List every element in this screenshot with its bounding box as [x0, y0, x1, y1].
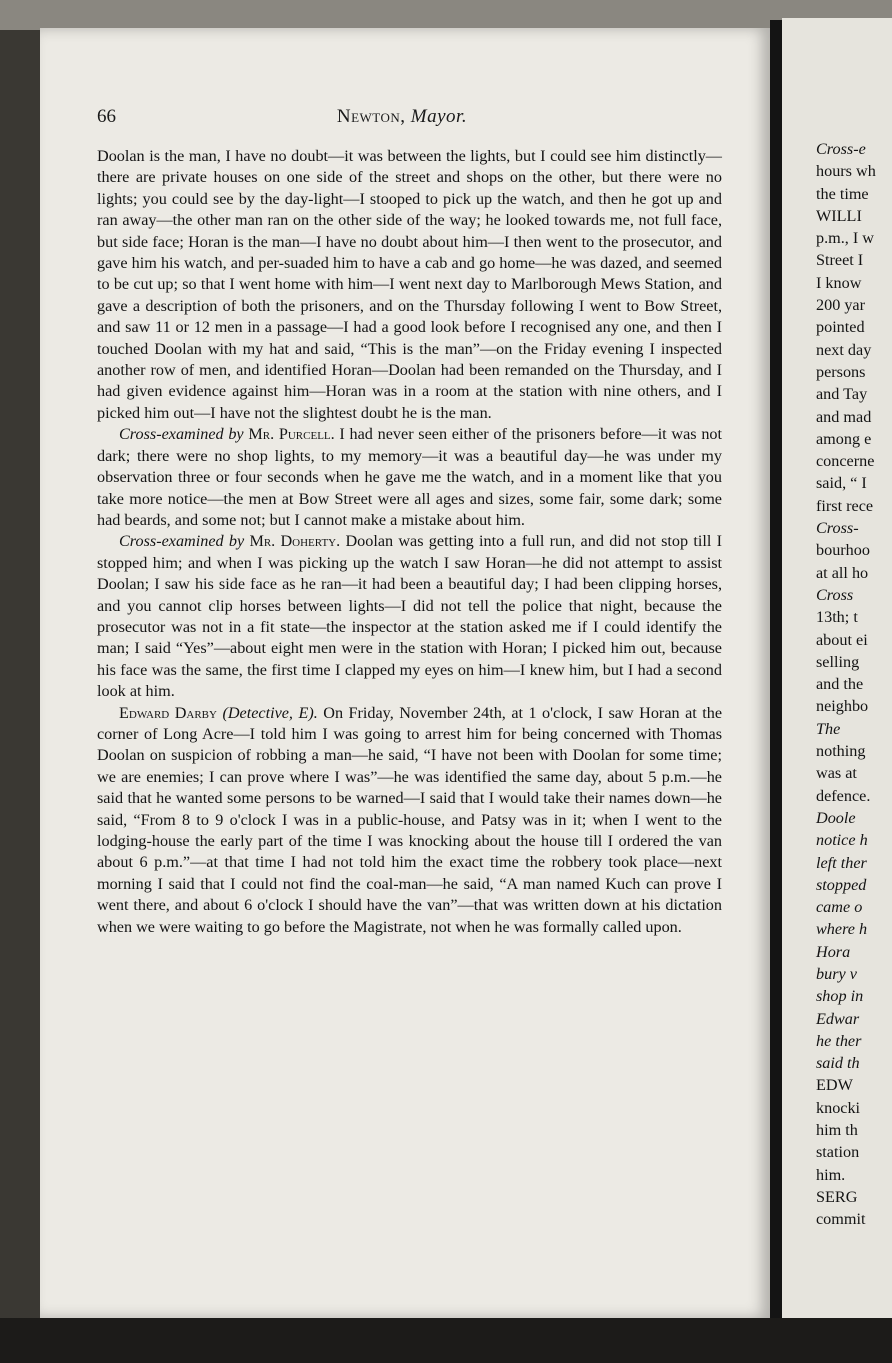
scan-top-edge: [0, 0, 892, 30]
facing-page-line: and the: [816, 675, 864, 694]
facing-page-line: first rece: [816, 496, 874, 515]
facing-page-line: 13th; t: [816, 608, 858, 627]
facing-page-line: concerne: [816, 452, 875, 471]
scan-left-edge: [0, 30, 40, 1320]
facing-page-line: EDW: [816, 1076, 853, 1095]
facing-page-line: notice h: [816, 831, 868, 850]
running-head: [97, 106, 707, 136]
facing-page-line: next day: [816, 340, 872, 359]
paragraph-speaker: (Detective, E).: [222, 703, 318, 722]
facing-page-line: pointed: [816, 318, 865, 337]
facing-page-line: p.m., I w: [816, 229, 874, 248]
facing-page-line: station: [816, 1143, 860, 1162]
facing-page-line: persons: [816, 362, 866, 381]
facing-page-line: at all ho: [816, 563, 869, 582]
facing-page-line: SERG: [816, 1187, 858, 1206]
facing-page-text: [816, 138, 892, 1231]
facing-page-line: nothing: [816, 742, 866, 761]
facing-page-line: stopped: [816, 875, 867, 894]
facing-page-line: Doole: [816, 808, 856, 827]
facing-page-line: and Tay: [816, 385, 868, 404]
running-title: [97, 106, 707, 128]
book-spine: [770, 20, 782, 1330]
facing-page-line: Cross-e: [816, 140, 866, 158]
facing-page-line: defence.: [816, 786, 871, 805]
paragraph-speaker: Mr. Doherty.: [249, 532, 341, 551]
facing-page-line: among e: [816, 429, 872, 448]
facing-page-line: Street I: [816, 251, 864, 270]
facing-page-line: knocki: [816, 1098, 861, 1117]
running-title-name: Newton,: [336, 106, 406, 127]
facing-page-line: Cross-: [816, 519, 859, 538]
paragraph-2: [97, 424, 722, 531]
paragraph-1: [97, 146, 722, 424]
paragraph-text: On Friday, November 24th, at 1 o'clock, I saw Horan at the corner of Long Acre—I told him I was going to arrest him for being concerned with Thomas Doolan on suspicion of robbing a man—he said, “I have not been with Doolan for some time; we are enemies; I can prove where I was”—he was identified the same day, about 5 p.m.—he said that he wanted some persons to be warned—I said that I would take their names down—he said, “From 8 to 9 o'clock I was in a public-house, and Patsy was in it; when I went to the lodging-house the early part of the time I was knocking about the house till I ordered the van about 6 p.m.”—at that time I had not told him the exact time the robbery took place—next morning I said that I could not find the coal-man—he said, “A man named Kuch can prove I went there, and about 6 o'clock I should have the van”—that was written down at his dictation when we were waiting to go before the Magistrate, not when he was formally called upon.: [97, 703, 722, 936]
running-title-role: Mayor.: [410, 106, 468, 127]
facing-page-line: said th: [816, 1054, 860, 1073]
facing-page-line: WILLI: [816, 206, 862, 225]
facing-page-line: left ther: [816, 853, 867, 872]
facing-page-line: shop in: [816, 987, 864, 1006]
facing-page-line: where h: [816, 920, 868, 939]
facing-page-line: he ther: [816, 1031, 862, 1050]
facing-page-line: and mad: [816, 407, 872, 426]
facing-page-line: commit: [816, 1210, 866, 1229]
facing-page-line: Cross: [816, 585, 854, 604]
page-number: 66: [97, 106, 116, 127]
facing-page-line: came o: [816, 898, 863, 917]
paragraph-text: Doolan was getting into a full run, and did not stop till I stopped him; and when I was picking up the watch I saw Horan—he did not attempt to assist Doolan; I saw his side face as he ran—it had been a beautiful day; I had been clipping horses, and you cannot clip horses between lights—I did not tell the police that night, because the prosecutor was not in a fit state—the inspector at the station asked me if I could identify the man; I said “Yes”—about eight men were in the station with Horan; I picked him out, because his face was the same, the first time I clapped my eyes on him—I knew him, but I had a second look at him.: [97, 532, 723, 701]
facing-page-line: I know: [816, 273, 862, 292]
facing-page-line: him.: [816, 1165, 846, 1184]
facing-page-line: Edwar: [816, 1009, 860, 1028]
scan-bottom-edge: [0, 1318, 892, 1363]
facing-page-line: bury v: [816, 964, 857, 983]
facing-page-line: The: [816, 719, 841, 738]
facing-page-line: selling: [816, 652, 860, 671]
facing-page-line: him th: [816, 1121, 858, 1140]
facing-page-line: said, “ I: [816, 474, 867, 493]
facing-page-line: Hora: [816, 942, 851, 961]
paragraph-lead: Edward Darby: [119, 703, 217, 722]
facing-page-line: was at: [816, 764, 857, 783]
facing-page-line: the time: [816, 184, 869, 203]
paragraph-lead: Cross-examined by: [119, 532, 245, 551]
body-text: [97, 146, 722, 938]
facing-page-line: about ei: [816, 630, 868, 649]
paragraph-3: [97, 531, 722, 702]
facing-page-line: neighbo: [816, 697, 869, 716]
paragraph-text: Doolan is the man, I have no doubt—it was between the lights, but I could see him distinctly—there are private houses on one side of the street and shops on the other, but there were no lights; you could see by the day-light—I stooped to pick up the watch, and then he got up and ran away—the other man ran on the other side of the way; he looked towards me, not full face, but side face; Horan is the man—I have no doubt about him—I then went to the prosecutor, and gave him his watch, and per-suaded him to have a cab and go home—he was dazed, and seemed to be cut up; so that I went home with him—I went next day to Marlborough Mews Station, and gave a description of both the prisoners, and on the Thursday following I went to Bow Street, and saw 11 or 12 men in a passage—I had a good look before I recognised any one, and then I touched Doolan with my hat and said, “This is the man”—on the Friday evening I inspected another row of men, and identified Horan—Doolan had been remanded on the Thursday, and I had given evidence against him—Horan was in a room at the station with nine others, and I picked him out—I have not the slightest doubt he is the man.: [97, 147, 722, 422]
paragraph-lead: Cross-examined by: [119, 425, 244, 444]
facing-page-line: hours wh: [816, 162, 876, 181]
facing-page-line: bourhoo: [816, 541, 870, 560]
paragraph-4: [97, 703, 722, 938]
paragraph-speaker: Mr. Purcell.: [248, 425, 335, 444]
paragraph-text: I had never seen either of the prisoners before—it was not dark; there were no shop lights, to my memory—it was a beautiful day—he was under my observation three or four seconds when he gave me the watch, and in a moment like that you take more notice—the men at Bow Street were all ages and sizes, some fair, some dark; some had beards, and some not; but I cannot make a mistake about him.: [97, 425, 722, 529]
facing-page-line: 200 yar: [816, 296, 865, 315]
